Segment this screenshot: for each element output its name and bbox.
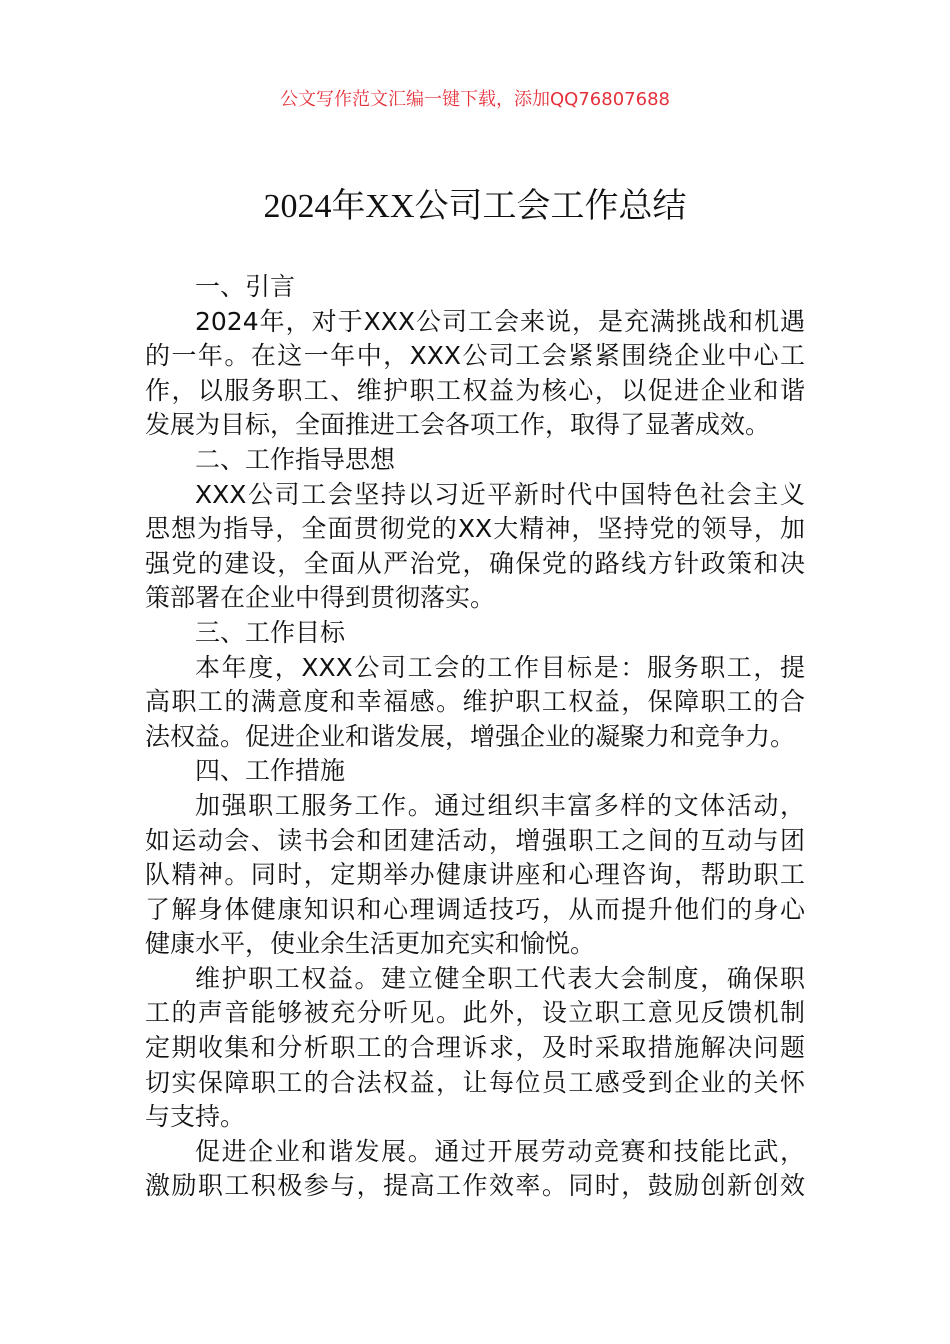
text-line: 加强职工服务工作。通过组织丰富多样的文体活动， [195,790,805,820]
document-title: 2024年XX公司工会工作总结 [263,188,687,225]
text-line: 队精神。同时，定期举办健康讲座和心理咨询，帮助职工 [145,860,805,890]
section-heading [145,270,805,305]
text-line: 与支持。 [145,1102,246,1132]
paragraph [145,305,805,443]
text-line: 作，以服务职工、维护职工权益为核心，以促进企业和谐 [145,375,805,405]
paragraph [145,651,805,755]
text-line: 法权益。促进企业和谐发展，增强企业的凝聚力和竞争力。 [145,721,796,751]
text-line: 一、引言 [195,272,296,301]
text-line: 2024年，对于XXX公司工会来说，是充满挑战和机遇 [195,306,805,336]
section-heading [145,443,805,478]
paragraph [145,962,805,1135]
text-line: 二、工作指导思想 [195,444,396,474]
text-line: 健康水平，使业余生活更加充实和愉悦。 [145,929,596,959]
text-line: 维护职工权益。建立健全职工代表大会制度，确保职 [195,963,805,993]
text-line: 四、工作措施 [195,756,346,786]
text-line: 高职工的满意度和幸福感。维护职工权益，保障职工的合 [145,687,805,717]
text-line: 思想为指导，全面贯彻党的XX大精神，坚持党的领导，加 [145,514,805,544]
download-banner: 公文写作范文汇编一键下载，添加QQ76807688 [280,89,670,110]
text-line: 的一年。在这一年中，XXX公司工会紧紧围绕企业中心工 [145,341,805,371]
text-line: 发展为目标，全面推进工会各项工作，取得了显著成效。 [145,410,771,440]
text-line: 激励职工积极参与，提高工作效率。同时，鼓励创新创效 [145,1171,805,1201]
text-line: 促进企业和谐发展。通过开展劳动竞赛和技能比武， [195,1136,805,1166]
text-line: 如运动会、读书会和团建活动，增强职工之间的互动与团 [145,825,805,855]
text-line: 强党的建设，全面从严治党，确保党的路线方针政策和决 [145,548,805,578]
text-line: 三、工作目标 [195,617,346,647]
text-line: 工的声音能够被充分听见。此外，设立职工意见反馈机制 [145,998,805,1028]
paragraph [145,789,805,962]
paragraph [145,478,805,616]
section-heading [145,616,805,651]
text-line: XXX公司工会坚持以习近平新时代中国特色社会主义 [195,479,805,509]
text-line: 切实保障职工的合法权益，让每位员工感受到企业的关怀 [145,1067,805,1097]
section-heading [145,754,805,789]
text-line: 定期收集和分析职工的合理诉求，及时采取措施解决问题 [145,1033,805,1063]
text-line: 了解身体健康知识和心理调适技巧，从而提升他们的身心 [145,894,805,924]
paragraph [145,1135,805,1204]
text-line: 本年度，XXX公司工会的工作目标是：服务职工，提 [195,652,805,682]
text-line: 策部署在企业中得到贯彻落实。 [145,583,496,613]
document-body [145,270,805,1204]
